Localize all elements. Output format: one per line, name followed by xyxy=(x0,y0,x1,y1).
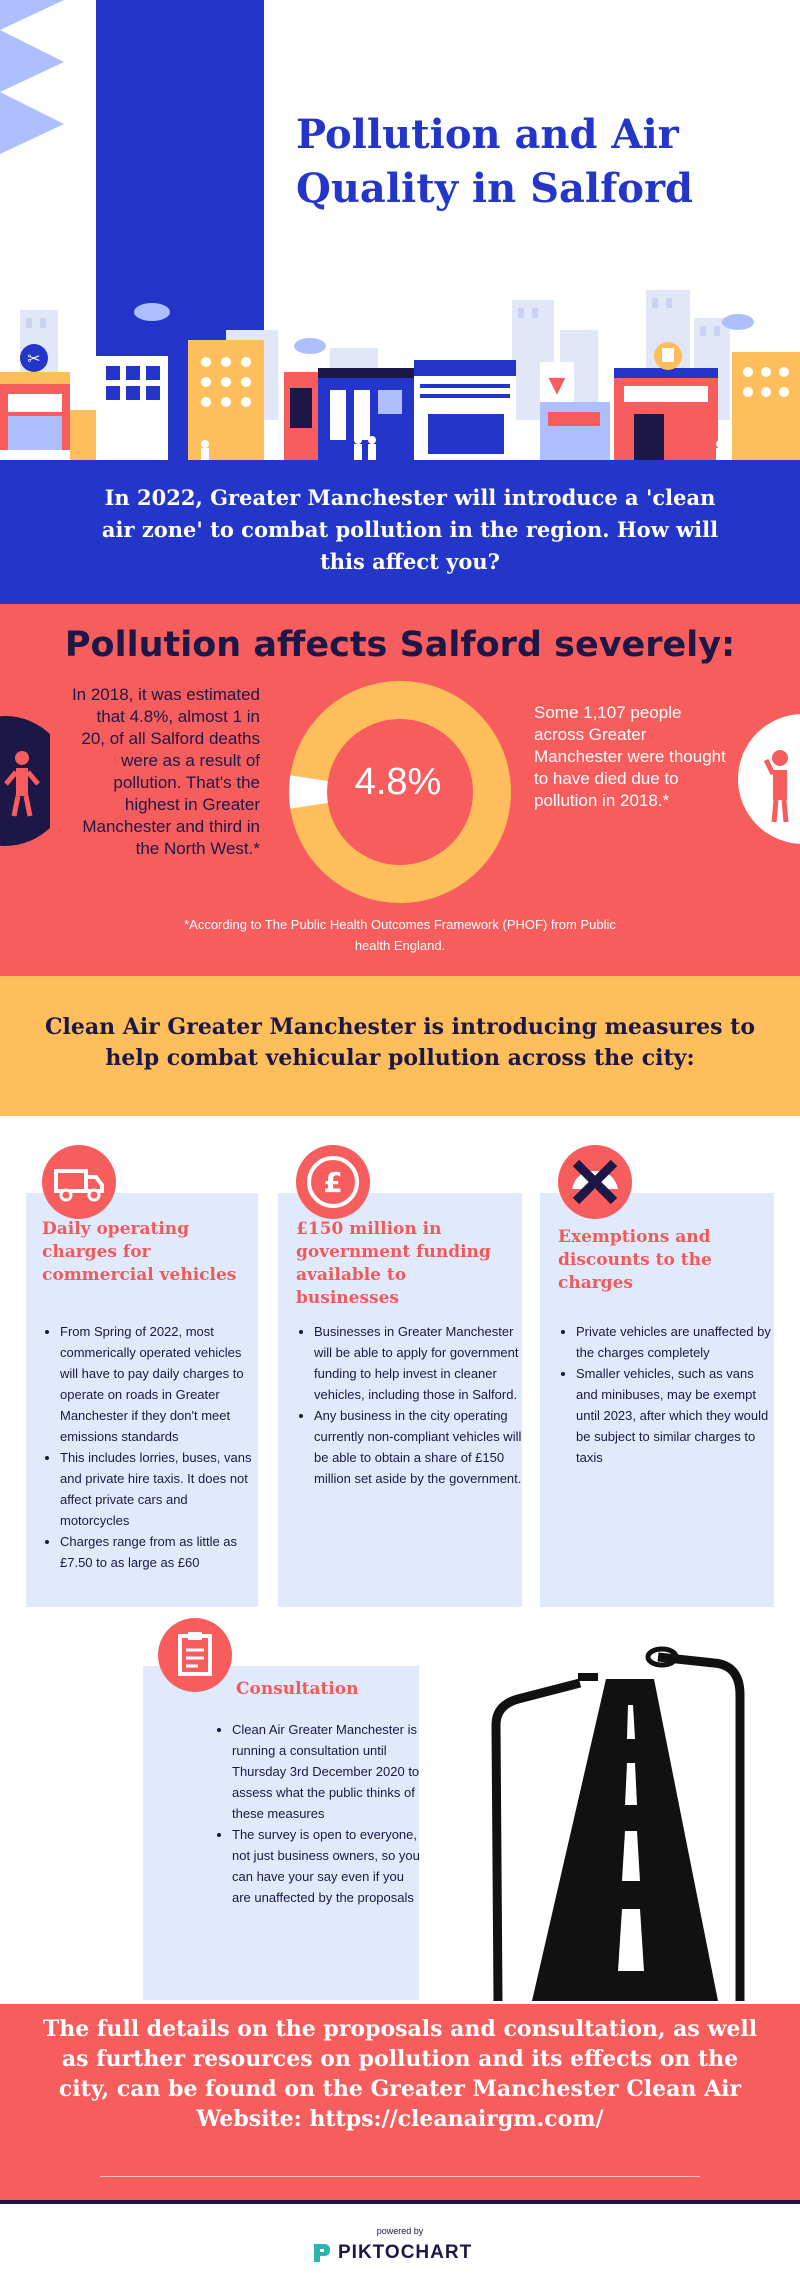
list-item: • Charges range from as little as £7.50 to as large as £60 xyxy=(60,1531,254,1573)
list-item: • Businesses in Greater Manchester will be able to apply for government funding to help invest in cleaner vehicles, including those in Salford. xyxy=(314,1321,524,1405)
salford-deaths-stat: In 2018, it was estimated that 4.8%, almost 1 in 20, of all Salford deaths were as a result of pollution. That's the highest in Greater Manchester and third in the North West.* xyxy=(71,685,260,858)
source-footnote: *According to The Public Health Outcomes Framework (PHOF) from Public health England. xyxy=(184,917,616,953)
person-icon-left xyxy=(0,716,50,846)
svg-text:✂: ✂ xyxy=(27,349,41,368)
donut-value-label: 4.8% xyxy=(354,761,442,803)
list-item: • Clean Air Greater Manchester is running a consultation until Thursday 3rd December 2020 to assess what the public thinks of these measures xyxy=(232,1719,424,1824)
road-streetlights-illustration xyxy=(488,1635,750,2005)
list-item: • Private vehicles are unaffected by the charges completely xyxy=(576,1321,772,1363)
measures-heading: Clean Air Greater Manchester is introducing measures to help combat vehicular pollution across the city: xyxy=(44,1014,755,1071)
card-title-government-funding: £150 million in government funding available to businesses xyxy=(296,1219,491,1308)
list-item: • From Spring of 2022, most commerically operated vehicles will have to pay daily charges to operate on roads in Greater Manchester if they don't meet emissions standards xyxy=(60,1321,254,1447)
list-item: • Any business in the city operating currently non-compliant vehicles will be able to obtain a share of £150 million set aside by the government. xyxy=(314,1405,524,1489)
measures-banner xyxy=(0,976,800,1116)
pollution-section xyxy=(0,604,800,976)
card-list-government-funding xyxy=(296,1321,524,1489)
cross-car-icon xyxy=(558,1145,632,1219)
pound-icon xyxy=(296,1145,370,1219)
card-title-consultation: Consultation xyxy=(236,1679,359,1699)
card-list-exemptions xyxy=(558,1321,772,1468)
donut-slice-pollution xyxy=(308,778,309,806)
page-title: Pollution and Air Quality in Salford xyxy=(296,111,694,212)
list-item: • Smaller vehicles, such as vans and minibuses, may be exempt until 2023, after which they would be subject to similar charges to taxis xyxy=(576,1363,772,1468)
list-item: • The survey is open to everyone, not just business owners, so you can have your say even if you are unaffected by the proposals xyxy=(232,1824,424,1908)
piktochart-logo[interactable] xyxy=(312,2240,492,2266)
card-list-daily-charges xyxy=(42,1321,254,1573)
cta-divider xyxy=(100,2176,700,2177)
svg-text:▼: ▼ xyxy=(548,373,566,398)
pollution-heading: Pollution affects Salford severely: xyxy=(64,625,736,665)
gm-deaths-stat: Some 1,107 people across Greater Manchester were thought to have died due to pollution in 2018.* xyxy=(534,703,726,810)
powered-by-label: powered by xyxy=(376,2226,424,2236)
brand-name: PIKTOCHART xyxy=(338,2242,473,2263)
piktochart-mark-icon xyxy=(312,2242,332,2264)
card-list-consultation xyxy=(214,1719,424,1908)
list-item: • This includes lorries, buses, vans and private hire taxis. It does not affect private cars and motorcycles xyxy=(60,1447,254,1531)
footer-divider xyxy=(0,2200,800,2204)
card-title-daily-charges: Daily operating charges for commercial vehicles xyxy=(42,1219,237,1285)
intro-question: In 2022, Greater Manchester will introduce a 'clean air zone' to combat pollution in the region. How will this affect you? xyxy=(101,485,719,574)
card-title-exemptions: Exemptions and discounts to the charges xyxy=(558,1227,712,1293)
clipboard-icon xyxy=(158,1618,232,1692)
person-icon-right xyxy=(738,714,800,844)
cta-text: The full details on the proposals and consultation, as well as further resources on pollution and its effects on the city, can be found on the Greater Manchester Clean Air Website: https://cleanairgm.com/ xyxy=(42,2016,758,2132)
truck-icon xyxy=(42,1145,116,1219)
cta-section xyxy=(0,2004,800,2200)
hero-section xyxy=(0,0,800,604)
svg-text:£: £ xyxy=(323,1166,343,1199)
measures-cards-section xyxy=(0,1116,800,2004)
